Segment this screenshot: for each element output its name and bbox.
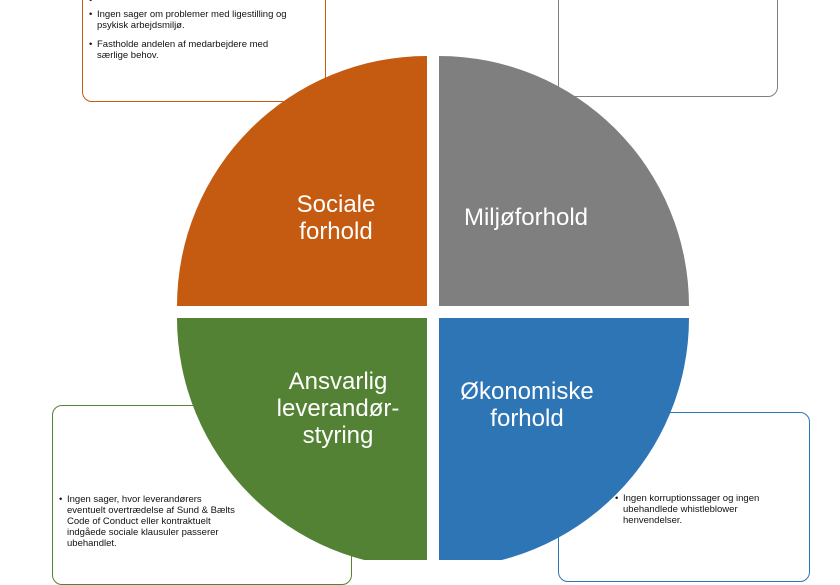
supplier-quadrant-label xyxy=(258,368,418,449)
social-quadrant xyxy=(177,56,427,306)
label-line: Økonomiske xyxy=(460,378,594,405)
environment-quadrant xyxy=(439,56,689,306)
list-item: • Ingen korruptionssager og ingen ubehandlede whistleblower henvendelser. xyxy=(615,493,795,526)
social-quadrant-label xyxy=(266,191,406,245)
list-item: • Fastholde andelen af medarbejdere med særlige behov. xyxy=(89,39,289,61)
label-line: leverandør- xyxy=(276,395,400,422)
label-line: styring xyxy=(302,422,374,449)
label-line: Ansvarlig xyxy=(288,368,388,395)
list-item: • Ingen sager, hvor leverandørers eventuelt overtrædelse af Sund & Bælts Code of Conduct eller kontraktuelt indgåede sociale klausuler passerer ubehandlet. xyxy=(59,494,239,549)
economy-quadrant xyxy=(439,318,689,560)
label-line: forhold xyxy=(299,218,373,245)
label-line: Miljøforhold xyxy=(463,204,589,231)
economy-quadrant-label xyxy=(442,378,612,432)
environment-quadrant-label xyxy=(446,204,606,231)
label-line: forhold xyxy=(490,405,564,432)
list-item: • Ingen sager om problemer med ligestilling og psykisk arbejdsmiljø. xyxy=(89,9,289,31)
label-line: Sociale xyxy=(296,191,376,218)
